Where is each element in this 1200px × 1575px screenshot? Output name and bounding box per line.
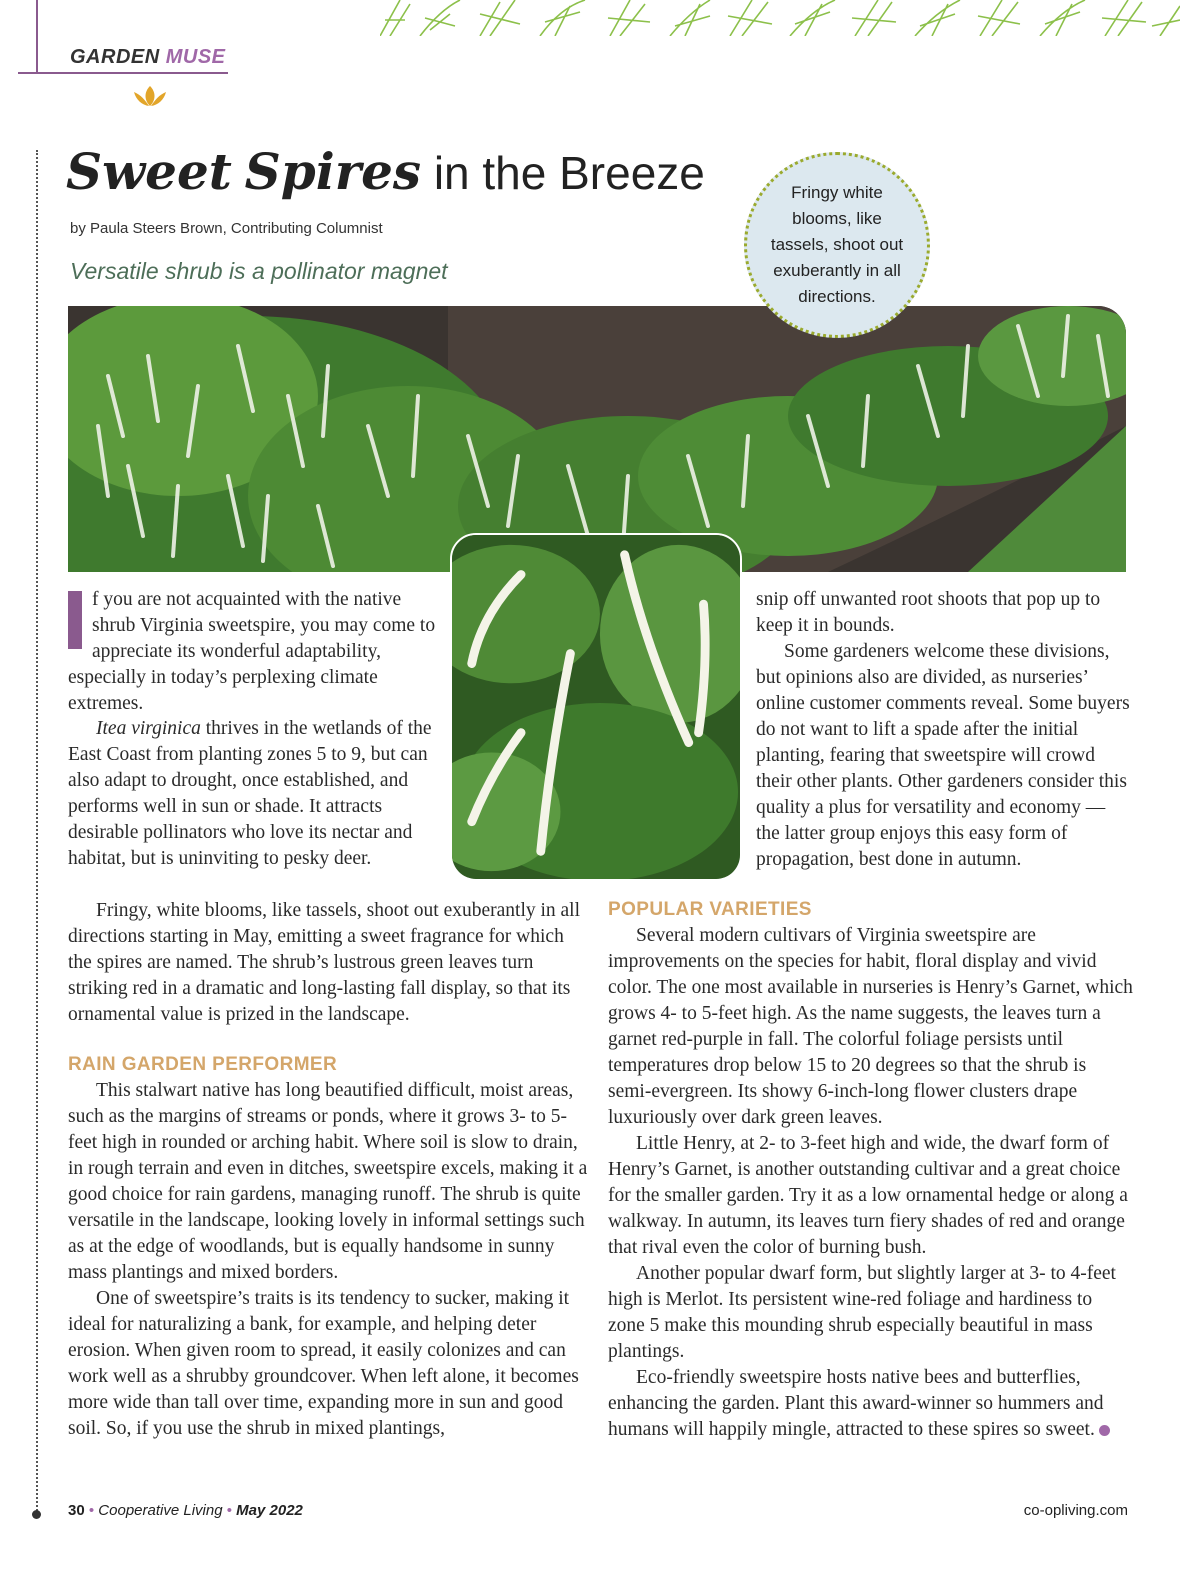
- paragraph: [608, 1365, 1133, 1443]
- paragraph-text: thrives in the wetlands of the East Coast from planting zones 5 to 9, but can also adapt to drought, once established, and performs well in sun or shade. It attracts desirable pollinators who love its nectar and habitat, but is uninviting to pesky deer.: [68, 718, 432, 869]
- article-title: [66, 142, 705, 201]
- section-label-part1: GARDEN: [70, 46, 160, 68]
- paragraph-text: Eco-friendly sweetspire hosts native bees and butterflies, enhancing the garden. Plant this award-winner so hummers and humans will happily mingle, attracted to these spires so sweet.: [608, 1367, 1104, 1440]
- end-mark-icon: [1099, 1425, 1110, 1436]
- header-rule: [18, 72, 228, 74]
- section-label-part2: MUSE: [165, 46, 226, 68]
- title-word-sweet: Sweet: [66, 142, 232, 201]
- footer-left: [68, 1502, 303, 1519]
- margin-rule-end-dot: [32, 1510, 41, 1519]
- issue-date: May 2022: [236, 1502, 303, 1519]
- title-word-spires: Spires: [244, 142, 422, 201]
- paragraph: snip off unwanted root shoots that pop up to keep it in bounds.: [756, 589, 1101, 636]
- paragraph: Fringy, white blooms, like tassels, shoot out exuberantly in all directions starting in May, emitting a sweet fragrance for which the spires are named. The shrub’s lustrous green leaves turn striking red in a dramatic and long-lasting fall display, so that its ornamental value is prized in the landscape.: [68, 900, 581, 1025]
- header-accent-line: [36, 0, 38, 74]
- drop-cap: I: [68, 591, 82, 649]
- footer-separator: •: [88, 1502, 95, 1519]
- paragraph: This stalwart native has long beautified difficult, moist areas, such as the margins of streams or ponds, where it grows 3- to 5-feet high in rounded or arching habit. Where soil is slow to drain, in rough terrain and even in ditches, sweetspire excels, making it a good choice for rain gardens, managing runoff. The shrub is quite versatile in the landscape, looking lovely in informal settings such as at the edge of woodlands, but is equally handsome in sunny mass plantings and mixed borders.: [68, 1080, 588, 1283]
- paragraph: Another popular dwarf form, but slightly larger at 3- to 4-feet high is Merlot. Its persistent wine-red foliage and hardiness to zone 5 make this mounding shrub especially beautiful in mass plantings.: [608, 1263, 1116, 1362]
- paragraph: [68, 716, 446, 872]
- column-1b: [68, 716, 446, 872]
- paragraph-text: f you are not acquainted with the native shrub Virginia sweetspire, you may come to appreciate its wonderful adaptability, especially in today’s perplexing climate extremes.: [68, 589, 436, 714]
- sweetspire-closeup-photo: [450, 533, 742, 881]
- leaf-pattern-band: [380, 0, 1180, 36]
- heading-rain-garden: RAIN GARDEN PERFORMER: [68, 1054, 338, 1075]
- magazine-name: Cooperative Living: [98, 1502, 223, 1519]
- section-label: [70, 46, 226, 69]
- page-number: 30: [68, 1502, 85, 1519]
- pull-quote-bubble: [744, 152, 930, 338]
- byline: by Paula Steers Brown, Contributing Columnist: [70, 220, 383, 237]
- paragraph: [68, 587, 446, 717]
- heading-popular-varieties: POPULAR VARIETIES: [608, 899, 812, 920]
- footer-separator: •: [226, 1502, 232, 1519]
- lotus-icon: [130, 84, 170, 108]
- subtitle: Versatile shrub is a pollinator magnet: [70, 258, 448, 284]
- paragraph: Little Henry, at 2- to 3-feet high and wide, the dwarf form of Henry’s Garnet, is another outstanding cultivar and a great choice for the smaller garden. Try it as a low ornamental hedge or along a walkway. In autumn, its leaves turn fiery shades of red and orange that rival even the color of burning bush.: [608, 1133, 1128, 1258]
- paragraph: One of sweetspire’s traits is its tendency to sucker, making it ideal for naturalizing a bank, for example, and helping deter erosion. When given room to spread, it easily colonizes and can work well as a shrubby groundcover. When left alone, it becomes more wide than tall over time, expanding more in sun and good soil. So, if you use the shrub in mixed plantings,: [68, 1288, 579, 1439]
- column-1c: [68, 898, 588, 1442]
- title-rest: in the Breeze: [433, 147, 705, 199]
- margin-dotted-rule: [36, 150, 38, 1515]
- column-2: [756, 587, 1131, 873]
- paragraph: Some gardeners welcome these divisions, but opinions also are divided, as nurseries’ online customer comments reveal. Some buyers do not want to lift a spade after the initial planting, fearing that sweetspire will crowd their other plants. Other gardeners consider this quality a plus for versatility and economy — the latter group enjoys this easy form of propagation, best done in autumn.: [756, 641, 1130, 870]
- species-name: Itea virginica: [96, 718, 201, 739]
- column-3: [608, 897, 1133, 1443]
- column-1: [68, 587, 446, 717]
- footer-website[interactable]: co-opliving.com: [1023, 1502, 1128, 1519]
- paragraph: Several modern cultivars of Virginia sweetspire are improvements on the species for habit, floral display and vivid color. The one most available in nurseries is Henry’s Garnet, which grows 4- to 5-feet high. As the name suggests, the leaves turn a garnet red-purple in fall. The colorful foliage persists until temperatures drop below 15 to 20 degrees so that the shrub is semi-evergreen. Its showy 6-inch-long flower clusters drape luxuriously over dark green leaves.: [608, 925, 1133, 1128]
- pull-quote-text: Fringy white blooms, like tassels, shoot out exuberantly in all directions.: [770, 183, 904, 306]
